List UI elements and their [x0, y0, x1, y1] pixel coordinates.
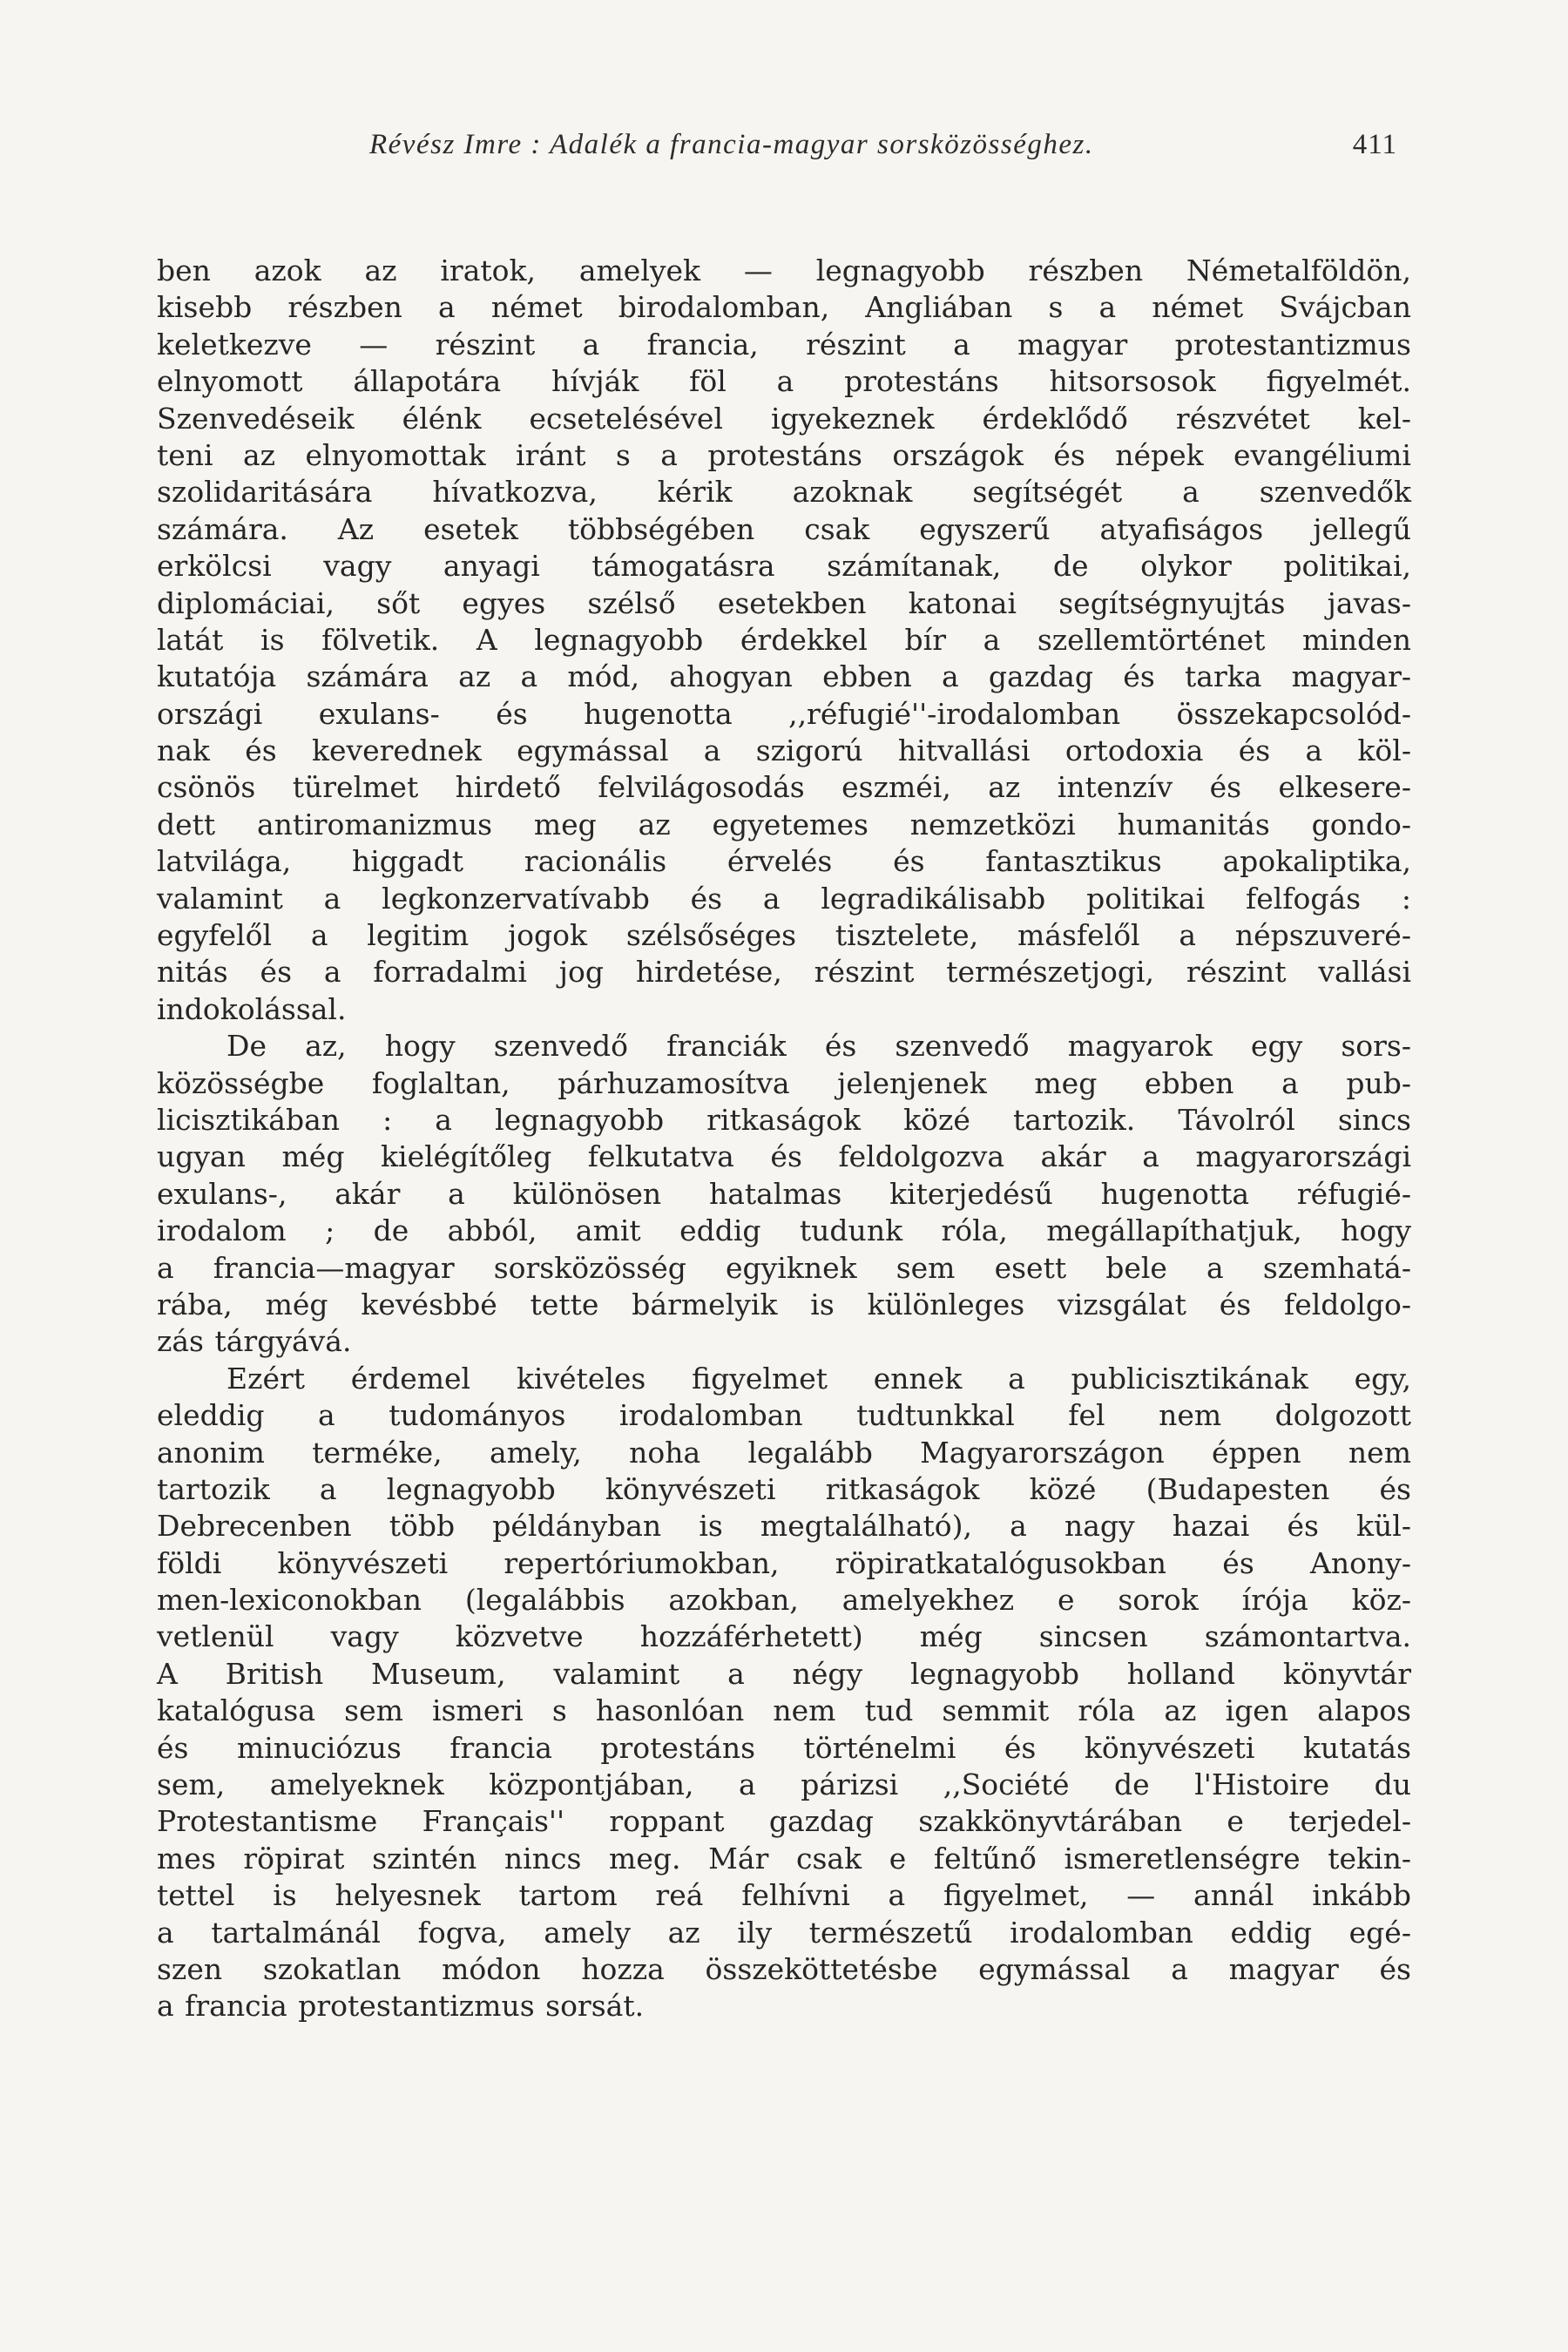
text-line: csönös türelmet hirdető felvilágosodás eszméi, az intenzív és elkesere- [157, 770, 1411, 805]
text-line: nitás és a forradalmi jog hirdetése, részint természetjogi, részint vallási [157, 955, 1411, 990]
text-line: De az, hogy szenvedő franciák és szenvedő magyarok egy sors- [226, 1029, 1411, 1064]
text-line: a francia protestantizmus sorsát. [157, 1989, 645, 2024]
text-line: kutatója számára az a mód, ahogyan ebben a gazdag és tarka magyar- [157, 659, 1411, 694]
text-line: tartozik a legnagyobb könyvészeti ritkaságok közé (Budapesten és [157, 1471, 1411, 1506]
running-head [157, 129, 1411, 181]
text-line: anonim terméke, amely, noha legalább Magyarországon éppen nem [157, 1435, 1411, 1470]
text-line: licisztikában : a legnagyobb ritkaságok közé tartozik. Távolról sincs [157, 1102, 1411, 1137]
text-line: nak és keverednek egymással a szigorú hitvallási ortodoxia és a köl- [157, 733, 1411, 768]
running-title: Révész Imre : Adalék a francia-magyar sorsközösséghez. [369, 129, 1094, 160]
text-line: irodalom ; de abból, amit eddig tudunk róla, megállapíthatjuk, hogy [157, 1213, 1411, 1248]
text-line: Ezért érdemel kivételes figyelmet ennek a publicisztikának egy, [226, 1361, 1411, 1396]
text-line: latvilága, higgadt racionális érvelés és fantasztikus apokaliptika, [157, 844, 1411, 879]
text-line: dett antiromanizmus meg az egyetemes nemzetközi humanitás gondo- [157, 807, 1411, 841]
text-line: eleddig a tudományos irodalomban tudtunkkal fel nem dolgozott [157, 1398, 1411, 1433]
text-line: diplomáciai, sőt egyes szélső esetekben katonai segítségnyujtás javas- [157, 585, 1411, 620]
text-line: és minuciózus francia protestáns történelmi és könyvészeti kutatás [157, 1730, 1411, 1765]
text-line: katalógusa sem ismeri s hasonlóan nem tud semmit róla az igen alapos [157, 1693, 1411, 1728]
text-line: teni az elnyomottak iránt s a protestáns országok és népek evangéliumi [157, 437, 1411, 472]
text-line: szen szokatlan módon hozza összeköttetésbe egymással a magyar és [157, 1951, 1411, 1986]
text-line: A British Museum, valamint a négy legnagyobb holland könyvtár [157, 1656, 1411, 1691]
text-line: zás tárgyává. [157, 1324, 352, 1359]
text-line: mes röpirat szintén nincs meg. Már csak e feltűnő ismeretlenségre tekin- [157, 1841, 1411, 1876]
text-line: latát is fölvetik. A legnagyobb érdekkel bír a szellemtörténet minden [157, 622, 1411, 657]
text-line: a francia—magyar sorsközösség egyiknek sem esett bele a szemhatá- [157, 1250, 1411, 1285]
text-line: számára. Az esetek többségében csak egyszerű atyafiságos jellegű [157, 511, 1411, 546]
text-line: közösségbe foglaltan, párhuzamosítva jelenjenek meg ebben a pub- [157, 1065, 1411, 1100]
text-line: valamint a legkonzervatívabb és a legradikálisabb politikai felfogás : [157, 881, 1411, 916]
text-line: ben azok az iratok, amelyek — legnagyobb részben Németalföldön, [157, 253, 1411, 287]
text-line: Szenvedéseik élénk ecsetelésével igyekeznek érdeklődő részvétet kel- [157, 401, 1411, 436]
text-line: erkölcsi vagy anyagi támogatásra számítanak, de olykor politikai, [157, 549, 1411, 584]
text-line: Debrecenben több példányban is megtalálható), a nagy hazai és kül- [157, 1509, 1411, 1544]
text-line: kisebb részben a német birodalomban, Angliában s a német Svájcban [157, 290, 1411, 325]
text-line: rába, még kevésbbé tette bármelyik is különleges vizsgálat és feldolgo- [157, 1287, 1411, 1321]
text-line: tettel is helyesnek tartom reá felhívni a figyelmet, — annál inkább [157, 1878, 1411, 1913]
text-line: országi exulans- és hugenotta ,,réfugié''-irodalomban összekapcsolód- [157, 696, 1411, 731]
body-text [157, 253, 1411, 2025]
text-line: elnyomott állapotára hívják föl a protestáns hitsorsosok figyelmét. [157, 364, 1411, 399]
text-line: exulans-, akár a különösen hatalmas kiterjedésű hugenotta réfugié- [157, 1176, 1411, 1211]
text-line: indokolással. [157, 991, 347, 1026]
paragraph-1 [157, 253, 1411, 1028]
text-line: szolidaritására hívatkozva, kérik azoknak segítségét a szenvedők [157, 475, 1411, 510]
paragraph-2 [157, 1028, 1411, 1361]
text-line: földi könyvészeti repertóriumokban, röpiratkatalógusokban és Anony- [157, 1545, 1411, 1580]
text-line: ugyan még kielégítőleg felkutatva és feldolgozva akár a magyarországi [157, 1139, 1411, 1174]
paragraph-3 [157, 1361, 1411, 2025]
text-line: Protestantisme Français'' roppant gazdag szakkönyvtárában e terjedel- [157, 1804, 1411, 1839]
text-line: egyfelől a legitim jogok szélsőséges tisztelete, másfelől a népszuveré- [157, 918, 1411, 953]
text-line: a tartalmánál fogva, amely az ily természetű irodalomban eddig egé- [157, 1915, 1411, 1950]
page-number: 411 [1352, 129, 1397, 160]
text-line: sem, amelyeknek központjában, a párizsi ,,Société de l'Histoire du [157, 1767, 1411, 1802]
text-line: keletkezve — részint a francia, részint a magyar protestantizmus [157, 327, 1411, 362]
text-line: men-lexiconokban (legalábbis azokban, amelyekhez e sorok írója köz- [157, 1583, 1411, 1618]
text-line: vetlenül vagy közvetve hozzáférhetett) még sincsen számontartva. [157, 1619, 1411, 1654]
